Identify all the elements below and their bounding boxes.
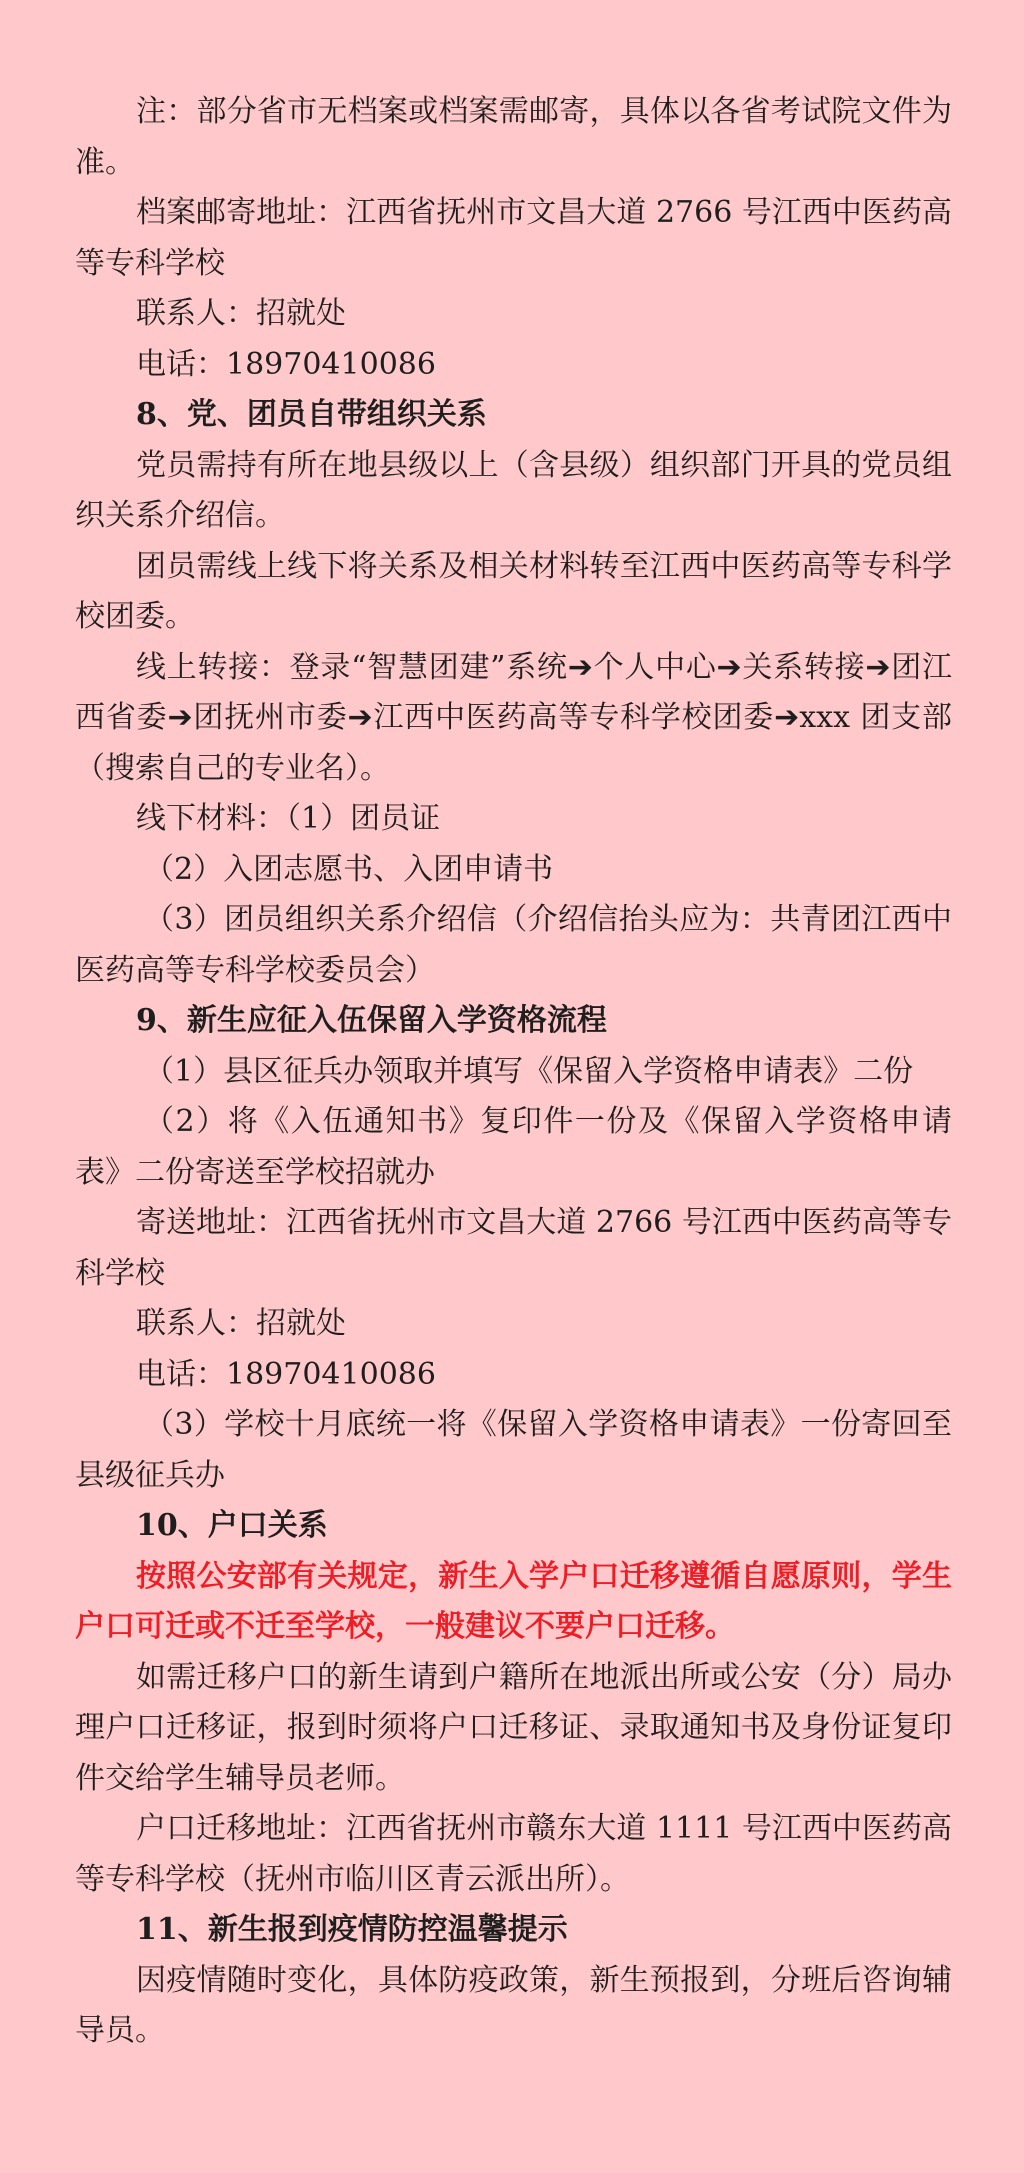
archive-note: 注：部分省市无档案或档案需邮寄，具体以各省考试院文件为准。 — [75, 94, 952, 180]
enlist-phone: 电话：18970410086 — [136, 1356, 436, 1392]
enlist-step-1: （1）县区征兵办领取并填写《保留入学资格申请表》二份 — [144, 1053, 914, 1089]
enlist-step-3: （3）学校十月底统一将《保留入学资格申请表》一份寄回至县级征兵办 — [75, 1407, 952, 1493]
hukou-address: 户口迁移地址：江西省抚州市赣东大道 1111 号江西中医药高等专科学校（抚州市临川区青云派出所）。 — [75, 1811, 952, 1897]
party-member-paragraph: 党员需持有所在地县级以上（含县级）组织部门开具的党员组织关系介绍信。 — [75, 447, 952, 533]
section-11-heading: 11、新生报到疫情防控温馨提示 — [136, 1912, 568, 1947]
offline-material-2: （2）入团志愿书、入团申请书 — [144, 851, 554, 887]
enlist-mail-address: 寄送地址：江西省抚州市文昌大道 2766 号江西中医药高等专科学校 — [75, 1205, 952, 1291]
archive-phone: 电话：18970410086 — [136, 346, 436, 382]
online-transfer-paragraph: 线上转接：登录“智慧团建”系统➔个人中心➔关系转接➔团江西省委➔团抚州市委➔江西中医药高等专科学校团委➔xxx 团支部（搜索自己的专业名）。 — [75, 649, 952, 786]
hukou-notice: 按照公安部有关规定，新生入学户口迁移遵循自愿原则，学生户口可迁或不迁至学校，一般建议不要户口迁移。 — [75, 1558, 952, 1644]
league-member-paragraph: 团员需线上线下将关系及相关材料转至江西中医药高等专科学校团委。 — [75, 548, 952, 634]
archive-mail-address: 档案邮寄地址：江西省抚州市文昌大道 2766 号江西中医药高等专科学校 — [75, 195, 952, 281]
epidemic-tip: 因疫情随时变化，具体防疫政策，新生预报到，分班后咨询辅导员。 — [75, 1962, 952, 2048]
section-9-heading: 9、新生应征入伍保留入学资格流程 — [136, 1003, 607, 1038]
section-8-heading: 8、党、团员自带组织关系 — [136, 397, 487, 432]
offline-material-3: （3）团员组织关系介绍信（介绍信抬头应为：共青团江西中医药高等专科学校委员会） — [75, 902, 952, 988]
section-10-heading: 10、户口关系 — [136, 1508, 328, 1543]
enlist-contact: 联系人：招就处 — [136, 1306, 346, 1341]
hukou-process: 如需迁移户口的新生请到户籍所在地派出所或公安（分）局办理户口迁移证，报到时须将户口迁移证、录取通知书及身份证复印件交给学生辅导员老师。 — [75, 1659, 952, 1796]
enlist-step-2: （2）将《入伍通知书》复印件一份及《保留入学资格申请表》二份寄送至学校招就办 — [75, 1104, 952, 1190]
offline-material-1: 线下材料：（1）团员证 — [136, 801, 441, 836]
archive-contact: 联系人：招就处 — [136, 296, 346, 331]
